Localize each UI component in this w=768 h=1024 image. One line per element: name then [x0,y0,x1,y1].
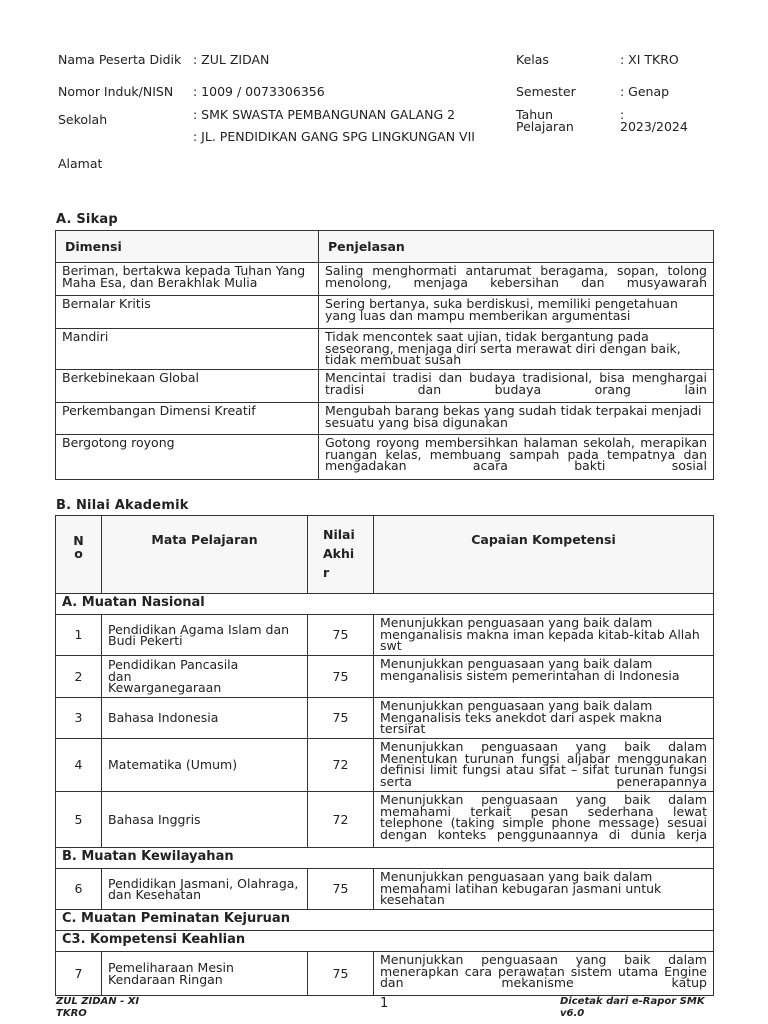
nilai-cell: 75 [308,615,374,656]
name-value: : ZUL ZIDAN [193,52,270,67]
nilai-cell: 75 [308,656,374,698]
table-row [56,615,714,656]
student-info [58,54,718,199]
no-cell: 6 [56,869,102,910]
dimensi-cell: Bernalar Kritis [56,296,319,329]
capaian-cell: Menunjukkan penguasaan yang baik dalam memahami terkait pesan sederhana lewat telephone (taking simple phone message) sesuai dengan konteks penggunaannya di dunia kerja [374,792,714,848]
footer-printed: Dicetak dari e-Rapor SMK v6.0 [560,996,705,1019]
school-value: : SMK SWASTA PEMBANGUNAN GALANG 2 [193,107,456,122]
group-keahlian: C3. Kompetensi Keahlian [56,931,714,952]
no-cell: 1 [56,615,102,656]
table-row [56,656,714,698]
class-value: : XI TKRO [620,52,679,67]
no-header [56,516,102,594]
group-nasional: A. Muatan Nasional [56,594,714,615]
akademik-table [55,515,714,996]
section-akademik-title: B. Nilai Akademik [56,498,189,513]
no-cell: 5 [56,792,102,848]
dimensi-cell: Perkembangan Dimensi Kreatif [56,403,319,435]
semester-value: : Genap [620,84,670,99]
sikap-row [56,370,714,403]
class-label: Kelas [516,52,549,67]
capaian-cell: Menunjukkan penguasaan yang baik dalam Menentukan turunan fungsi aljabar menggunakan definisi limit fungsi atau sifat – sifat turunan fungsi serta penerapannya [374,739,714,792]
penjelasan-cell: Mencintai tradisi dan budaya tradisional, bisa menghargai tradisi dan budaya orang lain [319,370,714,403]
penjelasan-cell: Gotong royong membersihkan halaman sekolah, merapikan ruangan kelas, membuang sampah pada tempatnya dan mengadakan acara bakti sosial [319,435,714,480]
group-row [56,594,714,615]
table-row [56,698,714,739]
dimensi-cell: Beriman, bertakwa kepada Tuhan Yang Maha Esa, dan Berakhlak Mulia [56,263,319,296]
mapel-cell: Pendidikan Agama Islam dan Budi Pekerti [102,615,308,656]
address-label: Alamat [58,156,103,171]
capaian-cell: Menunjukkan penguasaan yang baik dalam menganalisis makna iman kepada kitab-kitab Allah swt [374,615,714,656]
capaian-cell: Menunjukkan penguasaan yang baik dalam menerapkan cara perawatan sistem utama Engine dan mekanisme katup [374,952,714,996]
sikap-table [55,230,714,480]
footer-student: ZUL ZIDAN - XI TKRO [56,996,140,1019]
dimensi-cell: Berkebinekaan Global [56,370,319,403]
penjelasan-cell: Tidak mencontek saat ujian, tidak bergantung pada seseorang, menjaga diri serta merawat diri dengan baik, tidak membuat susah [319,329,714,370]
no-cell: 2 [56,656,102,698]
group-row [56,931,714,952]
penjelasan-cell: Sering bertanya, suka berdiskusi, memiliki pengetahuan yang luas dan mampu memberikan argumentasi [319,296,714,329]
nis-value: : 1009 / 0073306356 [193,84,325,99]
mapel-cell: Bahasa Indonesia [102,698,308,739]
no-cell: 7 [56,952,102,996]
no-cell: 4 [56,739,102,792]
school-label: Sekolah [58,112,108,127]
sikap-row [56,435,714,480]
year-label: Tahun Pelajaran [516,107,574,134]
year-value: : 2023/2024 [620,107,688,134]
capaian-cell: Menunjukkan penguasaan yang baik dalam menganalisis sistem pemerintahan di Indonesia [374,656,714,698]
sikap-row [56,296,714,329]
no-header-text: No [73,533,84,561]
penjelasan-header: Penjelasan [319,231,714,263]
nilai-cell: 75 [308,952,374,996]
sikap-header-row [56,231,714,263]
penjelasan-cell: Saling menghormati antarumat beragama, sopan, tolong menolong, menjaga kebersihan dan musyawarah [319,263,714,296]
dimensi-cell: Bergotong royong [56,435,319,480]
dimensi-cell: Mandiri [56,329,319,370]
semester-label: Semester [516,84,576,99]
mapel-cell: Bahasa Inggris [102,792,308,848]
mapel-cell: Pendidikan Jasmani, Olahraga, dan Kesehatan [102,869,308,910]
capaian-cell: Menunjukkan penguasaan yang baik dalam Menganalisis teks anekdot dari aspek makna tersirat [374,698,714,739]
nilai-cell: 75 [308,869,374,910]
mapel-cell: Matematika (Umum) [102,739,308,792]
nilai-cell: 72 [308,739,374,792]
no-cell: 3 [56,698,102,739]
mapel-cell: Pendidikan Pancasila dan Kewarganegaraan [102,656,308,698]
table-row [56,792,714,848]
table-row [56,739,714,792]
nilai-header-text: Nilai Akhir [323,527,355,580]
mapel-header: Mata Pelajaran [102,516,308,594]
nis-label: Nomor Induk/NISN [58,84,174,99]
sikap-row [56,263,714,296]
nilai-cell: 72 [308,792,374,848]
group-row [56,848,714,869]
nilai-cell: 75 [308,698,374,739]
sikap-row [56,329,714,370]
penjelasan-cell: Mengubah barang bekas yang sudah tidak terpakai menjadi sesuatu yang bisa digunakan [319,403,714,435]
sikap-row [56,403,714,435]
table-row [56,952,714,996]
table-row [56,869,714,910]
mapel-cell: Pemeliharaan Mesin Kendaraan Ringan [102,952,308,996]
akademik-header-row [56,516,714,594]
group-kewilayahan: B. Muatan Kewilayahan [56,848,714,869]
page-number: 1 [380,996,389,1011]
dimensi-header: Dimensi [56,231,319,263]
capaian-header: Capaian Kompetensi [374,516,714,594]
group-row [56,910,714,931]
name-label: Nama Peserta Didik [58,52,182,67]
group-peminatan: C. Muatan Peminatan Kejuruan [56,910,714,931]
capaian-cell: Menunjukkan penguasaan yang baik dalam memahami latihan kebugaran jasmani untuk kesehatan [374,869,714,910]
nilai-header [308,516,374,594]
section-sikap-title: A. Sikap [56,212,118,227]
address-value: : JL. PENDIDIKAN GANG SPG LINGKUNGAN VII [193,129,475,144]
